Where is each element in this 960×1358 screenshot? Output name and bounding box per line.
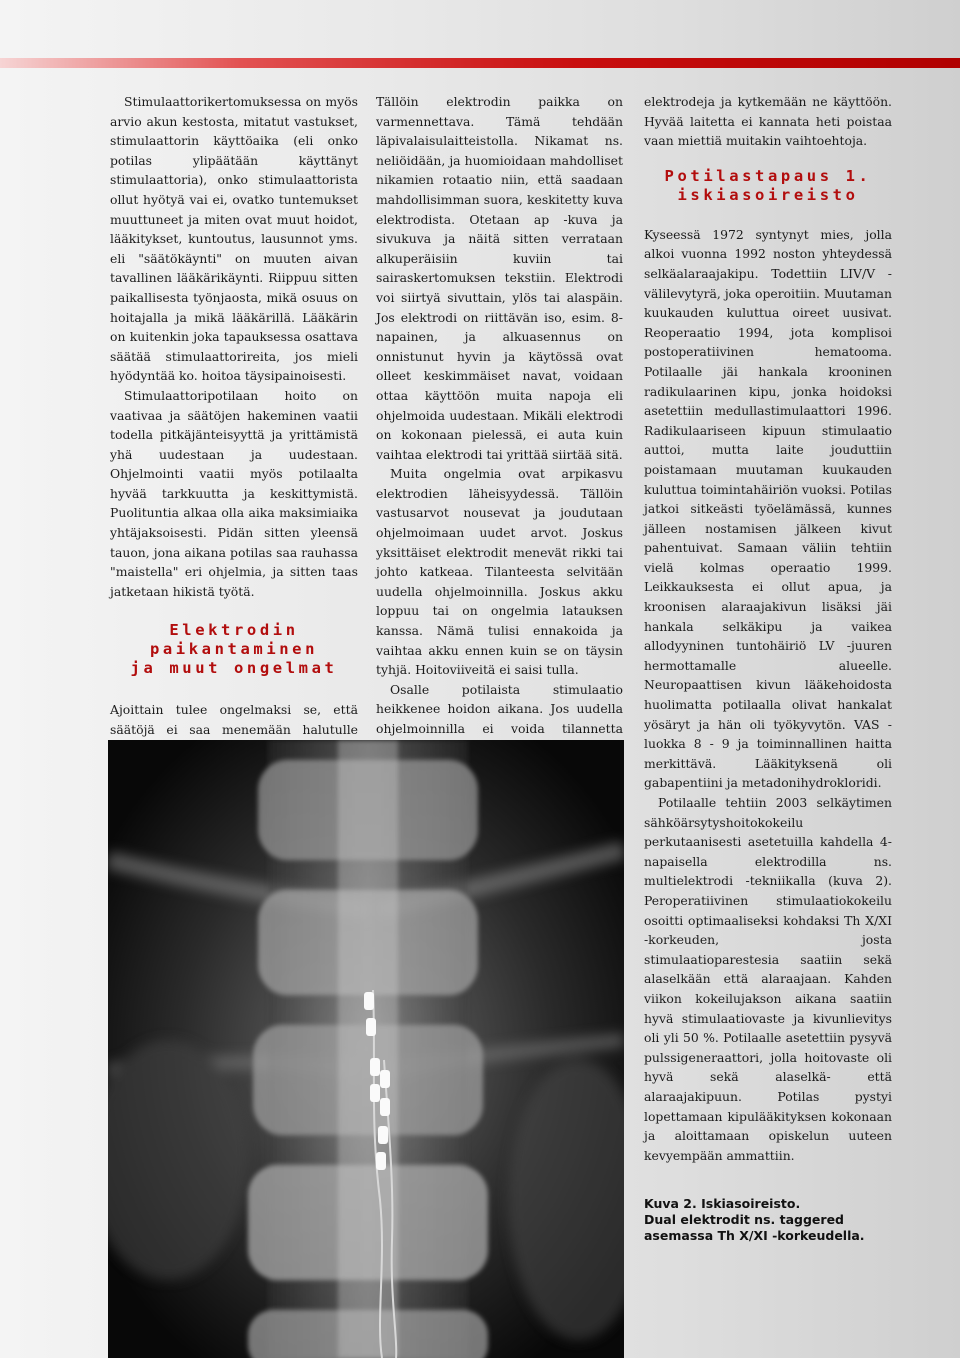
paragraph: Ajoittain tulee ongelmaksi se, että säätöjä ei saa menemään halutulle (110, 702, 358, 738)
section-heading-line: Elektrodin paikantaminen (149, 621, 319, 659)
paragraph: Osalle potilaista stimulaatio heikkenee hoidon aikana. Jos uudella ohjelmoinnilla ei voida tilannetta (376, 681, 623, 736)
caption-line: Dual elektrodit ns. taggered (644, 1212, 844, 1227)
text-column-2 (376, 92, 623, 778)
paragraph: Stimulaattoripotilaan hoito on vaativaa ja säätöjen hakeminen vaatii todella pitkäjänteisyyttä ja yrittämistä yhä uudestaan ja uudestaan. Ohjelmointi vaatii myös potilaalta hyvää tarkkuutta ja keskittymistä. Puolituntia alkaa olla aika maksimiaika yhtäjaksoisesti. Pidän sitten yleensä tauon, jona aikana potilas saa rauhassa "maistella" eri ohjelmia, ja sitten taas jatketaan hikistä työtä. (110, 387, 358, 599)
text-column-1 (110, 92, 358, 779)
paragraph: Potilaalle tehtiin 2003 selkäytimen sähköärsytyshoitokokeilu perkutaanisesti asetetuilla kahdella 4-napaisella elektrodilla ns. multielektrodi -tekniikalla (kuva 2). Peroperatiivinen stimulaatiokokeilu osoitti optimaaliseksi kohdaksi Th X/XI -korkeuden, josta stimulaatioparestesia saatiin sekä alaselkään että alaraajaan. Kahden viikon kokeilujakson aikana saatiin hyvä stimulaatiovaste ja kivunlievitys oli yli 50 %. Potilaalle asetettiin pysyvä pulssigeneraattori, jolla hoitovaste oli hyvä sekä alaselkä- että alaraajakipuun. Potilas pystyi lopettamaan kipulääkityksen kokonaan ja aloittamaan opiskelun uuteen kevyempään ammattiin. (644, 795, 892, 1163)
section-heading-line: ja muut ongelmat (130, 659, 338, 678)
top-accent-bar (0, 58, 960, 68)
paragraph: elektrodeja ja kytkemään ne käyttöön. Hyvää laitetta ei kannata heti poistaa vaan miettiä muitakin vaihtoehtoja. (644, 94, 892, 149)
caption-line: asemassa Th X/XI -korkeudella. (644, 1228, 865, 1243)
case-heading-line: Potilastapaus 1. (664, 166, 872, 185)
case-heading-line: iskiasoireisto (677, 185, 859, 204)
paragraph: Stimulaattorikertomuksessa on myös arvio akun kestosta, mitatut vastukset, stimulaattorin käyttöaika (eli onko potilas ylipäätään käyttänyt stimulaattoria), onko stimulaattorista ollut hyötyä vai ei, ovatko tuntemukset muuttuneet ja miten ovat muut hoidot, lääkitykset, kuntoutus, lausunnot yms. eli "säätökäynti" on muuten aivan tavallinen lääkärikäynti. Riippuu sitten paikallisesta työnjaosta, mikä osuus on hoitajalla ja mikä lääkärillä. Lääkärin on kuitenkin joka tapauksessa osattava säätää stimulaattorireita, jos mieli hyödyntää ko. hoitoa täysipainoisesti. (110, 94, 358, 384)
paragraph: Kyseessä 1972 syntynyt mies, jolla alkoi vuonna 1992 noston yhteydessä selkäalaraajakipu. Todettiin LIV/V -välilevytyrä, joka operoitiin. Muutaman kuukauden kuluttua oireet uusivat. Reoperaatio 1994, jota komplisoi postoperatiivinen hematooma. Potilaalle jäi hankala krooninen radikulaarinen kipu, jonka hoidoksi asetettiin medullastimulaattori 1996. Radikulaariseen kipuun stimulaatio auttoi, mutta laite jouduttiin poistamaan muutaman kuukauden kuluttua toimintahäiriön vuoksi. Potilas jatkoi sitkeästi työelämässä, kunnes jälleen nostamisen jälkeen kivut pahentuivat. Samaan väliin tehtiin vielä kolmas operaatio 1999. Leikkauksesta ei ollut apua, ja kroonisen alaraajakivun lisäksi jäi hankala selkäkipu ja vaikea allodyyninen tuntohäiriö LV -juuren hermottamalle alueelle. Neuropaattisen kivun lääkehoidosta huolimatta potilaalla olivat hankalat yösäryt ja hän oli työkyvytön. VAS -luokka 8 - 9 ja toiminnallinen haitta merkittävä. Lääkityksenä oli gabapentiini ja metadonihydrokloridi. (644, 226, 892, 791)
section-heading (110, 621, 358, 678)
text-column-3 (644, 92, 892, 1165)
spine-xray-illustration (108, 740, 624, 1358)
caption-line: Kuva 2. Iskiasoireisto. (644, 1196, 801, 1211)
paragraph: Tällöin elektrodin paikka on varmennettava. Tämä tehdään läpivalaisulaitteistolla. Nikamat ns. neliöidään, ja huomioidaan mahdolliset nikamien rotaatio niin, että saadaan mahdollisimman suora, keskitetty kuva elektrodista. Otetaan ap -kuva ja sivukuva ja näitä sitten verrataan alkuperäisiin kuviin tai sairaskertomuksen tekstiin. Elektrodi voi siirtyä sivuttain, ylös tai alaspäin. Jos elektrodi on riittävän iso, esim. 8-napainen, ja alkuasennus on onnistunut hyvin ja käytössä ovat olleet keskimmäiset navat, voidaan ottaa käyttöön muita napoja eli ohjelmoida uudestaan. Mikäli elektrodi on kokonaan pielessä, ei auta kuin vaihtaa elektrodi tai yrittää siirtää sitä. (376, 94, 623, 462)
case-heading (644, 167, 892, 205)
xray-image (108, 740, 624, 1358)
paragraph: Muita ongelmia ovat arpikasvu elektrodien läheisyydessä. Tällöin vastusarvot nousevat ja joudutaan ohjelmoimaan uudet arvot. Joskus yksittäiset elektrodit menevät rikki tai johto katkeaa. Tilanteesta selvitään uudella ohjelmoinnilla. Joskus akku loppuu tai on ongelmia latauksen kanssa. Nämä tulisi ennakoida ja vaihtaa akku ennen kuin se on täysin tyhjä. Hoitoviiveitä ei saisi tulla. (376, 466, 623, 678)
figure-caption (644, 1196, 884, 1244)
